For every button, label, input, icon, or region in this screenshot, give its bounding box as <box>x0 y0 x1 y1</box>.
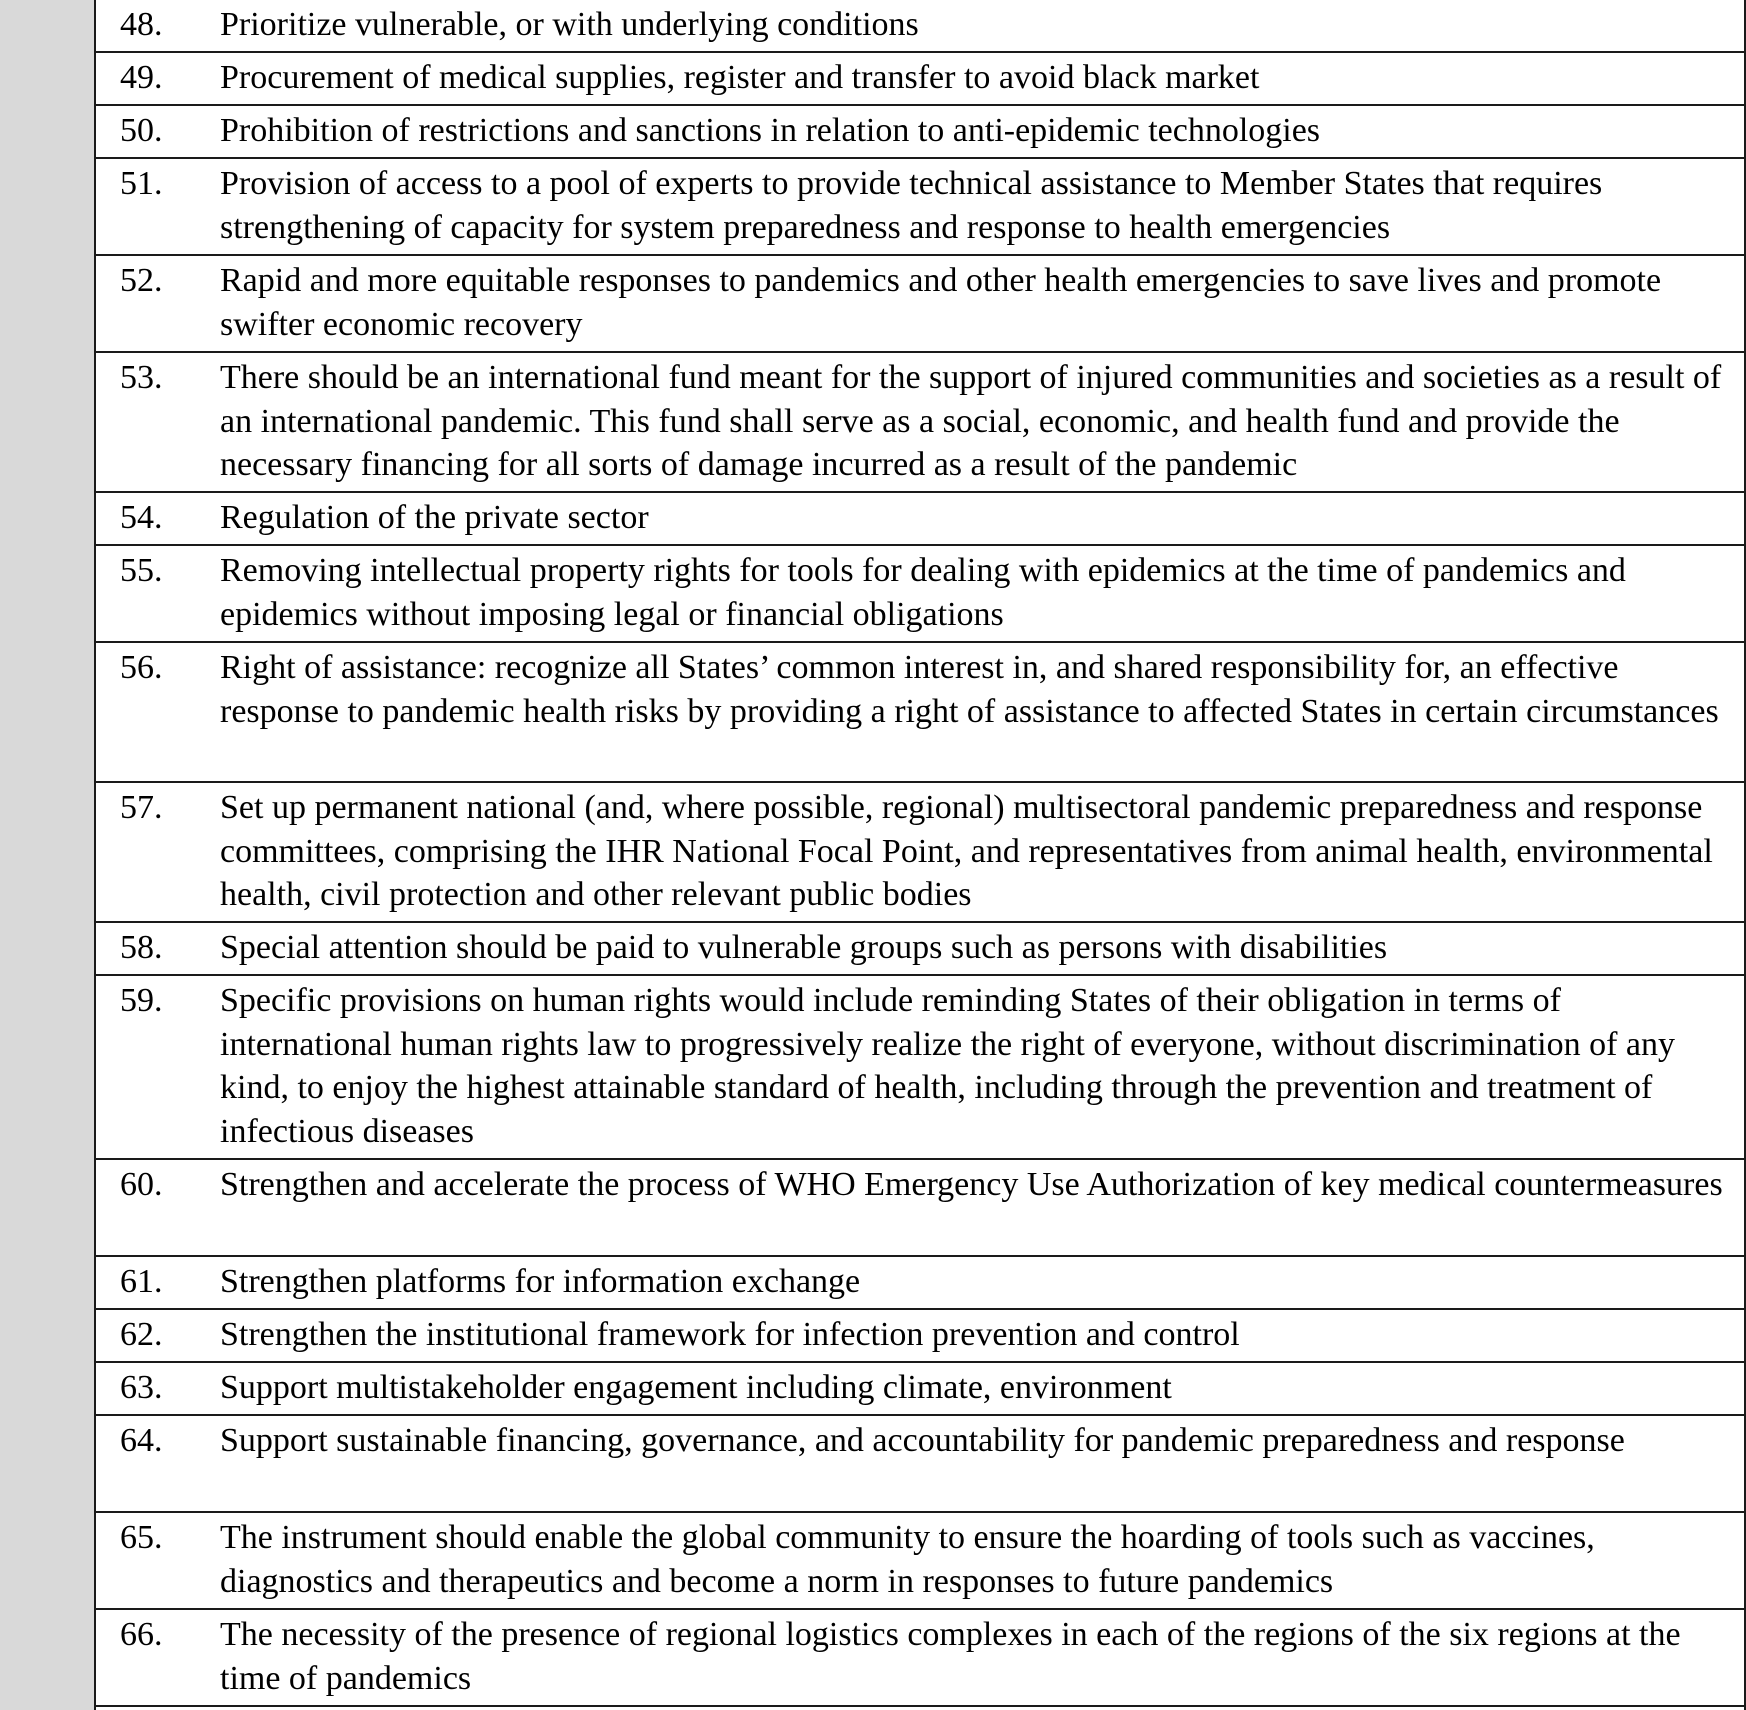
table-row <box>96 546 1744 643</box>
row-text: Prohibition of restrictions and sanctions in relation to anti-epidemic technologies <box>220 112 1321 149</box>
table-row <box>96 53 1744 106</box>
row-text: There should be an international fund meant for the support of injured communities and societies as a result of an international pandemic. This fund shall serve as a social, economic, and health fund and provide the necessary financing for all sorts of damage incurred as a result of the pandemic <box>220 359 1722 483</box>
table-row <box>96 1610 1744 1707</box>
items-table <box>96 0 1746 1710</box>
row-number: 56. <box>120 649 163 686</box>
row-text: Prioritize vulnerable, or with underlying conditions <box>220 6 919 43</box>
row-number: 66. <box>120 1616 163 1653</box>
table-row <box>96 106 1744 159</box>
row-text: Procurement of medical supplies, register and transfer to avoid black market <box>220 59 1260 96</box>
row-number: 55. <box>120 552 163 589</box>
table-row <box>96 923 1744 976</box>
row-text: The instrument should enable the global community to ensure the hoarding of tools such as vaccines, diagnostics and therapeutics and become a norm in responses to future pandemics <box>220 1519 1595 1600</box>
table-row <box>96 976 1744 1160</box>
table-row <box>96 1513 1744 1610</box>
row-number: 64. <box>120 1422 163 1459</box>
row-text: Set up permanent national (and, where possible, regional) multisectoral pandemic preparedness and response committees, comprising the IHR National Focal Point, and representatives from animal health, environmental health, civil protection and other relevant public bodies <box>220 789 1713 913</box>
row-text: Strengthen the institutional framework for infection prevention and control <box>220 1316 1240 1353</box>
row-number: 51. <box>120 165 163 202</box>
row-number: 52. <box>120 262 163 299</box>
row-text: Support multistakeholder engagement including climate, environment <box>220 1369 1172 1406</box>
table-row <box>96 1363 1744 1416</box>
row-text: Strengthen platforms for information exchange <box>220 1263 861 1300</box>
row-number: 53. <box>120 359 163 396</box>
table-row <box>96 1257 1744 1310</box>
row-number: 59. <box>120 982 163 1019</box>
row-number: 48. <box>120 6 163 43</box>
row-number: 57. <box>120 789 163 826</box>
row-text: Right of assistance: recognize all States’ common interest in, and shared responsibility for, an effective response to pandemic health risks by providing a right of assistance to affected States in certain circumstances <box>220 649 1719 730</box>
row-number: 60. <box>120 1166 163 1203</box>
table-row <box>96 353 1744 493</box>
table-row <box>96 1160 1744 1257</box>
table-row <box>96 643 1744 783</box>
row-number: 63. <box>120 1369 163 1406</box>
row-number: 65. <box>120 1519 163 1556</box>
row-text: Specific provisions on human rights would include reminding States of their obligation in terms of international human rights law to progressively realize the right of everyone, without discrimination of any kind, to enjoy the highest attainable standard of health, including through the prevention and treatment of infectious diseases <box>220 982 1675 1150</box>
row-text: Regulation of the private sector <box>220 499 649 536</box>
row-text: Support sustainable financing, governance, and accountability for pandemic preparedness and response <box>220 1422 1625 1459</box>
row-text: Strengthen and accelerate the process of WHO Emergency Use Authorization of key medical countermeasures <box>220 1166 1723 1203</box>
row-number: 54. <box>120 499 163 536</box>
row-text: Special attention should be paid to vulnerable groups such as persons with disabilities <box>220 929 1388 966</box>
table-row <box>96 0 1744 53</box>
row-text: Removing intellectual property rights for tools for dealing with epidemics at the time of pandemics and epidemics without imposing legal or financial obligations <box>220 552 1626 633</box>
row-number: 62. <box>120 1316 163 1353</box>
row-number: 50. <box>120 112 163 149</box>
row-text: Rapid and more equitable responses to pandemics and other health emergencies to save lives and promote swifter economic recovery <box>220 262 1662 343</box>
table-row <box>96 493 1744 546</box>
table-row <box>96 1416 1744 1513</box>
shaded-margin-column <box>0 0 96 1710</box>
row-number: 58. <box>120 929 163 966</box>
row-text: The necessity of the presence of regional logistics complexes in each of the regions of the six regions at the time of pandemics <box>220 1616 1681 1697</box>
row-number: 61. <box>120 1263 163 1300</box>
row-text: Provision of access to a pool of experts to provide technical assistance to Member States that requires strengthening of capacity for system preparedness and response to health emergencies <box>220 165 1603 246</box>
row-number: 49. <box>120 59 163 96</box>
table-row <box>96 256 1744 353</box>
table-row <box>96 159 1744 256</box>
table-row <box>96 1310 1744 1363</box>
table-row <box>96 783 1744 923</box>
